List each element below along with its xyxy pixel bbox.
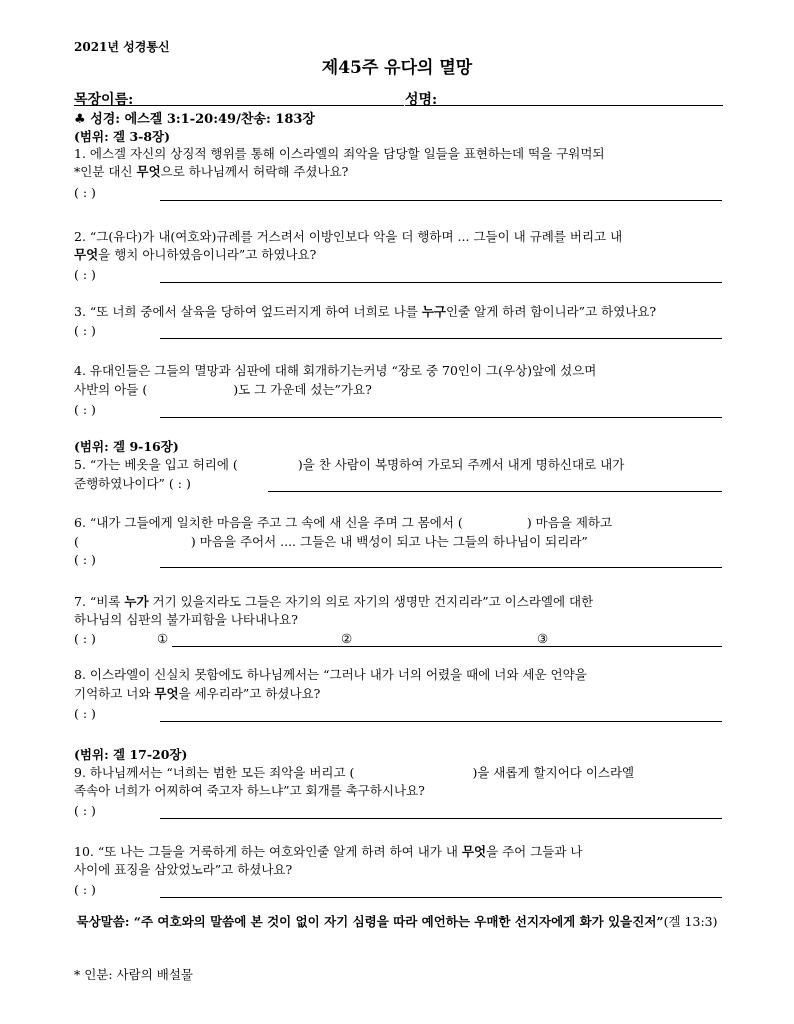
answer-line-8[interactable] (160, 721, 722, 722)
answer-line-10[interactable] (160, 897, 722, 898)
answer-line-5[interactable] (268, 491, 722, 492)
answer-line-4[interactable] (160, 417, 722, 418)
answer-prefix: ( : ) (74, 803, 96, 818)
year-label: 2021년 성경통신 (74, 40, 170, 54)
question-3-line1: 3. “또 너희 중에서 살육을 당하여 엎드러지게 하여 너희로 나를 누구인줄 알게 하려 함이니라”고 하였나요? (74, 304, 657, 319)
answer-prefix: ( : ) (74, 402, 96, 417)
question-9-line2: 족속아 너희가 어찌하여 죽고자 하느냐”고 회개를 촉구하시나요? (74, 783, 425, 798)
answer-line-3[interactable] (160, 338, 722, 339)
answer-prefix: ( : ) (74, 267, 96, 282)
section-label: (범위: 겔 3-8장) (74, 129, 171, 144)
answer-prefix: ( : ) (74, 552, 96, 567)
question-4-line1: 4. 유대인들은 그들의 멸망과 심판에 대해 회개하기는커녕 “장로 중 70인이 그(우상)앞에 섰으며 (74, 363, 597, 378)
page-title: 제45주 유다의 멸망 (321, 58, 473, 78)
question-2-line2: 무엇을 행치 아니하였음이니라”고 하였나요? (74, 247, 317, 262)
question-6-line2: ( ) 마음을 주어서 .... 그들은 내 백성이 되고 나는 그들의 하나님이 되리라” (74, 534, 588, 549)
section-label: (범위: 겔 9-16장) (74, 439, 179, 454)
answer-prefix: ( : ) (74, 706, 96, 721)
club-icon: ♣ (74, 112, 86, 127)
reading-text: 성경: 에스겔 3:1-20:49/찬송: 183장 (90, 112, 315, 127)
parish-underline[interactable] (74, 105, 404, 106)
footnote: * 인분: 사람의 배설물 (74, 967, 193, 982)
answer-prefix: ( : ) (74, 323, 96, 338)
meditation-verse: 묵상말씀: “주 여호와의 말씀에 본 것이 없이 자기 심령을 따라 예언하는 우매한 선지자에게 화가 있을진저”(겔 13:3) (76, 914, 718, 929)
name-label: 성명: (405, 92, 438, 108)
answer-line-6[interactable] (160, 567, 722, 568)
question-6-line1: 6. “내가 그들에게 일치한 마음을 주고 그 속에 새 신을 주며 그 몸에서 ( ) 마음을 제하고 (74, 515, 613, 530)
question-2-line1: 2. “그(유다)가 내(여호와)규례를 거스려서 이방인보다 악을 더 행하며 ... 그들이 내 규례를 버리고 내 (74, 229, 623, 244)
answer-prefix: ( : ) (74, 185, 96, 200)
answer-line-2[interactable] (160, 282, 722, 283)
answer-line-1[interactable] (160, 200, 722, 201)
answer-line-9[interactable] (160, 818, 722, 819)
option-1-marker: ① (157, 631, 169, 646)
question-7-line1: 7. “비록 누가 거기 있을지라도 그들은 자기의 의로 자기의 생명만 건지리라”고 이스라엘에 대한 (74, 594, 594, 609)
answer-prefix: ( : ) (74, 631, 96, 646)
question-4-line2: 사반의 아들 ( )도 그 가운데 섰는”가요? (74, 382, 372, 397)
question-10-line1: 10. “또 나는 그들을 거룩하게 하는 여호와인줄 알게 하려 하여 내가 내 무엇을 주어 그들과 나 (74, 844, 583, 859)
option-2-marker: ② (341, 631, 353, 646)
parish-label: 목장이름: (74, 92, 134, 108)
question-5-line2: 준행하였나이다” ( : ) (74, 476, 191, 491)
question-9-line1: 9. 하나님께서는 “너희는 범한 모든 죄악을 버리고 ( )을 새롭게 할지어다 이스라엘 (74, 765, 635, 780)
section-label: (범위: 겔 17-20장) (74, 747, 188, 762)
answer-line-7[interactable] (172, 646, 722, 647)
reading-line (74, 108, 315, 127)
name-underline[interactable] (405, 105, 723, 106)
question-8-line2: 기억하고 너와 무엇을 세우리라”고 하셨나요? (74, 686, 321, 701)
question-1-line1: 1. 에스겔 자신의 상징적 행위를 통해 이스라엘의 죄악을 담당할 일들을 표현하는데 떡을 구워먹되 (74, 146, 605, 161)
question-5-line1: 5. “가는 베옷을 입고 허리에 ( )을 찬 사람이 복명하여 가로되 주께서 내게 명하신대로 내가 (74, 457, 625, 472)
answer-prefix: ( : ) (74, 882, 96, 897)
question-8-line1: 8. 이스라엘이 신실치 못함에도 하나님께서는 “그러나 내가 너의 어렸을 때에 너와 세운 언약을 (74, 667, 587, 682)
option-3-marker: ③ (537, 631, 549, 646)
question-7-line2: 하나님의 심판의 불가피함을 나타내나요? (74, 612, 298, 627)
question-10-line2: 사이에 표징을 삼았었노라”고 하셨나요? (74, 862, 293, 877)
question-1-line2: *인분 대신 무엇으로 하나님께서 허락해 주셨나요? (74, 164, 349, 179)
